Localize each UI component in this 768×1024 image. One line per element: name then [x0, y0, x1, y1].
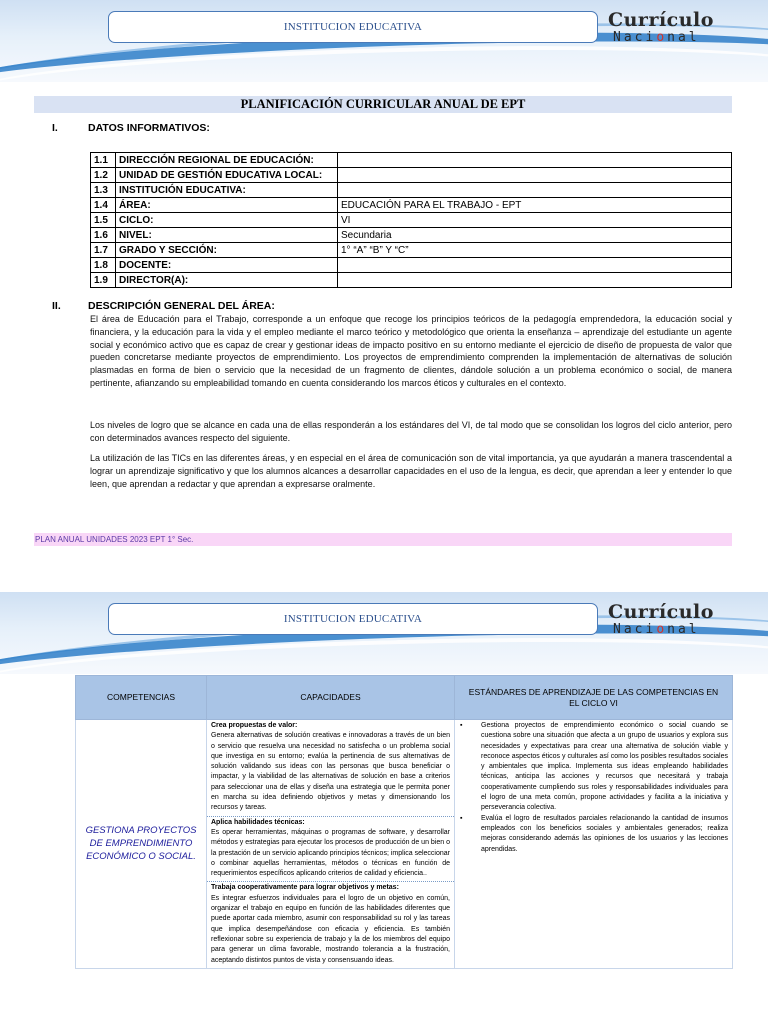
estandares-cell [455, 720, 733, 969]
capacidad-title: Trabaja cooperativamente para lograr objetivos y metas: [211, 884, 399, 892]
table-row [91, 183, 732, 198]
row-label: DIRECTOR(A): [116, 273, 338, 288]
row-value [338, 273, 732, 288]
plan-anual-bar: PLAN ANUAL UNIDADES 2023 EPT 1° Sec. [34, 533, 732, 546]
section-1-title: DATOS INFORMATIVOS: [88, 122, 210, 134]
curriculo-nacional-logo [608, 10, 732, 46]
table-row [91, 213, 732, 228]
row-number: 1.7 [91, 243, 116, 258]
row-number: 1.2 [91, 168, 116, 183]
table-row [91, 153, 732, 168]
institution-label: INSTITUCION EDUCATIVA [108, 11, 598, 43]
competencias-table [75, 675, 733, 969]
row-number: 1.8 [91, 258, 116, 273]
table-row [91, 228, 732, 243]
row-label: INSTITUCIÓN EDUCATIVA: [116, 183, 338, 198]
logo-line-2: Nacional [613, 622, 700, 637]
table-row [76, 720, 733, 969]
capacidad-text: Es operar herramientas, máquinas o programas de software, y desarrollar métodos y estrategias para ejecutar los procesos de producción de un bien o la prestación de un servicio aplicando principios técnicos; implica seleccionar o combinar aquellas herramientas, métodos o técnicas en función de requerimientos específicos aplicando criterios de calidad y eficiencia.. [211, 828, 450, 878]
row-value [338, 258, 732, 273]
table-row [91, 198, 732, 213]
capacidad-item [207, 882, 454, 967]
row-label: DIRECCIÓN REGIONAL DE EDUCACIÓN: [116, 153, 338, 168]
header-estandares: ESTÁNDARES DE APRENDIZAJE DE LAS COMPETENCIAS EN EL CICLO VI [455, 676, 733, 720]
row-label: CICLO: [116, 213, 338, 228]
row-value [338, 168, 732, 183]
row-number: 1.4 [91, 198, 116, 213]
logo-line-2: Nacional [613, 30, 700, 45]
capacidad-text: Es integrar esfuerzos individuales para el logro de un objetivo en común, organizar el trabajo en equipo en función de las habilidades diferentes que puede aportar cada miembro, asumir con responsabilidad su rol y las tareas que implica desempeñándose con eficacia y eficiencia. Es también reflexionar sobre su experiencia de trabajo y la de los miembros del equipo para generar un clima favorable, mostrando tolerancia a la frustración, aceptando distintos puntos de vista y consensuando ideas. [211, 894, 450, 964]
description-paragraph-1: El área de Educación para el Trabajo, corresponde a un enfoque que recoge los principios teóricos de la pedagogía emprendedora, la educación social y financiera, y la educación para la vida y el empleo mediante el marco teórico y metodológico que orienta la enseñanza – aprendizaje del estudiante un agente social y económico activo que es capaz de crear y gestionar ideas de impacto positivo en su entorno mediante el ejercicio de diseño de propuesta de valor que pueden concretarse mediante proyectos de emprendimiento. Los proyectos de emprendimiento comprenden la implementación de alternativas de solución plasmadas en forma de bien o servicio que la necesidad de un fragmento de clientes, dándole solución a un problema económico o social, de manera pertinente, afianzando su empleabilidad tomando en cuenta considerando los marcos éticos y culturales en el contexto. [90, 314, 732, 388]
row-label: UNIDAD DE GESTIÓN EDUCATIVA LOCAL: [116, 168, 338, 183]
table-row [91, 243, 732, 258]
section-2-title: DESCRIPCIÓN GENERAL DEL ÁREA: [88, 300, 275, 312]
table-row [91, 168, 732, 183]
capacidad-title: Aplica habilidades técnicas: [211, 818, 305, 826]
row-number: 1.1 [91, 153, 116, 168]
institution-label-2: INSTITUCION EDUCATIVA [108, 603, 598, 635]
row-value: EDUCACIÓN PARA EL TRABAJO - EPT [338, 198, 732, 213]
row-label: GRADO Y SECCIÓN: [116, 243, 338, 258]
section-1-number: I. [52, 122, 58, 134]
row-value [338, 183, 732, 198]
datos-informativos-table [90, 152, 732, 288]
table-row [91, 273, 732, 288]
estandar-item: ▪ Gestiona proyectos de emprendimiento económico o social cuando se cuestiona sobre una situación que afecta a un grupo de usuarios y explora sus necesidades y expectativas para crear una alternativa de solución viable y reconoce aspectos éticos y culturales así como los posibles resultados sociales y ambientales que implica. Implementa sus ideas empleando habilidades técnicas, anticipa las acciones y recursos que necesitará y trabaja cooperativamente cumpliendo sus roles y responsabilidades individuales para el logro de una meta común, propone actividades y facilita a la iniciativa y perseverancia colectiva. [459, 721, 728, 814]
row-label: ÁREA: [116, 198, 338, 213]
capacidad-item [207, 817, 454, 883]
capacidad-title: Crea propuestas de valor: [211, 722, 298, 729]
logo-line-1: Currículo [608, 601, 714, 623]
capacidad-item [207, 720, 454, 817]
page-title: PLANIFICACIÓN CURRICULAR ANUAL DE EPT [34, 96, 732, 113]
estandar-item: ▪ Evalúa el logro de resultados parciales relacionando la cantidad de insumos empleados con los beneficios sociales y ambientales generados; realiza mejoras considerando además las opiniones de los usuarios y las lecciones aprendidas. [459, 814, 728, 855]
capacidades-cell [207, 720, 455, 969]
description-paragraph-3: La utilización de las TICs en las diferentes áreas, y en especial en el área de comunicación son de vital importancia, ya que ayudarán a manera trascendental a lograr un aprendizaje significativo y que los alumnos alcances a desarrollar capacidades en el uso de la lengua, es decir, que aprendan a leer y entender lo que leen, que aprendan a redactar y que aprendan a expresarse oralmente. [90, 453, 732, 489]
row-number: 1.5 [91, 213, 116, 228]
curriculo-nacional-logo-2 [608, 602, 732, 638]
capacidad-text: Genera alternativas de solución creativas e innovadoras a través de un bien o servicio que resuelva una necesidad no satisfecha o un problema social que investiga en su entorno; evalúa la pertinencia de sus alternativas de solución validando sus ideas con las personas que busca beneficiar o impactar, y la viabilidad de las alternativas de solución en base a criterios para seleccionar una de ellas y diseña una estrategia que le permita poner en marcha su idea definiendo objetivos y metas y dimensionando los recursos y tareas. [211, 732, 450, 812]
description-paragraph-2: Los niveles de logro que se alcance en cada una de ellas responderán a los estándares del VI, de tal modo que se consolidan los logros del ciclo anterior, pero con determinados avances respecto del siguiente. [90, 420, 732, 443]
section-2-number: II. [52, 300, 61, 312]
logo-line-1: Currículo [608, 9, 714, 31]
row-value: 1° “A” “B” Y “C” [338, 243, 732, 258]
competencia-name: GESTIONA PROYECTOS DE EMPRENDIMIENTO ECONÓMICO O SOCIAL. [76, 720, 207, 969]
row-label: DOCENTE: [116, 258, 338, 273]
header-capacidades: CAPACIDADES [207, 676, 455, 720]
row-value: VI [338, 213, 732, 228]
row-value: Secundaria [338, 228, 732, 243]
row-number: 1.6 [91, 228, 116, 243]
table-row [91, 258, 732, 273]
page-header [0, 0, 768, 82]
page-2-header [0, 592, 768, 674]
header-competencias: COMPETENCIAS [76, 676, 207, 720]
row-number: 1.3 [91, 183, 116, 198]
row-value [338, 153, 732, 168]
row-label: NIVEL: [116, 228, 338, 243]
row-number: 1.9 [91, 273, 116, 288]
